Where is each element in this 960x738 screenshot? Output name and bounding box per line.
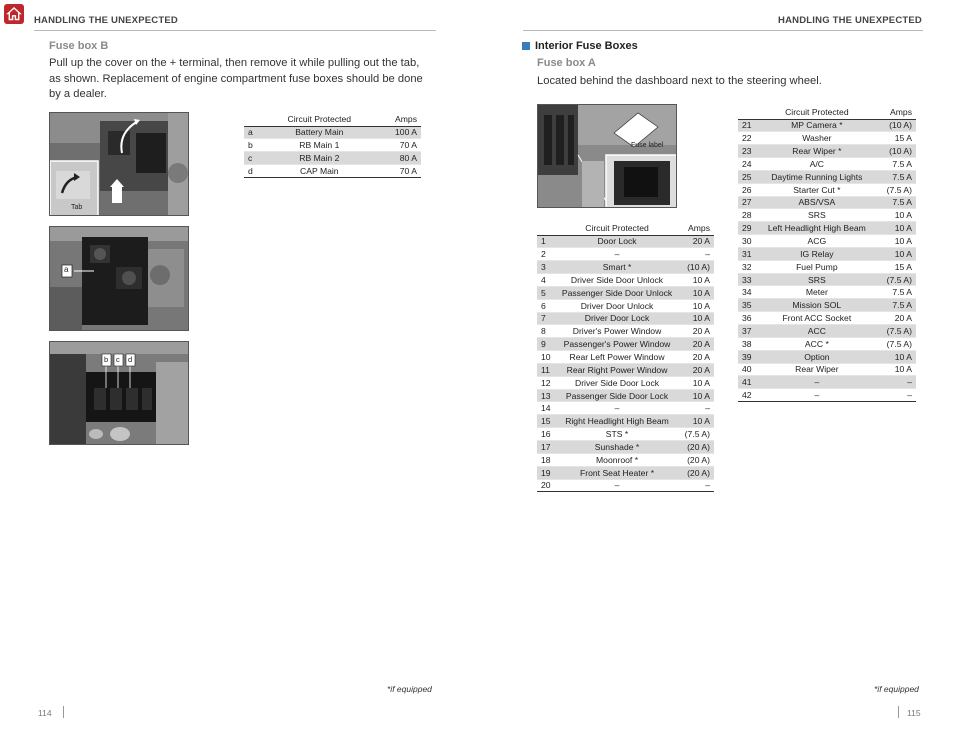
fuse-number: 32 <box>738 260 756 273</box>
amp-rating: 15 A <box>878 132 916 145</box>
fuse-number: 39 <box>738 350 756 363</box>
fuse-number: 33 <box>738 273 756 286</box>
amps-header: Amps <box>878 106 916 119</box>
table-row <box>537 235 714 248</box>
table-row <box>537 376 714 389</box>
circuit-name: Daytime Running Lights <box>756 170 878 183</box>
table-row <box>738 222 916 235</box>
table-row <box>738 286 916 299</box>
circuit-name: Driver Side Door Lock <box>555 376 679 389</box>
amp-rating: (10 A) <box>878 145 916 158</box>
fuse-number: 36 <box>738 312 756 325</box>
fuse-number: 28 <box>738 209 756 222</box>
table-row <box>738 145 916 158</box>
circuit-name: Smart * <box>555 261 679 274</box>
fuse-box-a-title: Fuse box A <box>537 57 596 69</box>
amp-rating: 10 A <box>679 415 714 428</box>
amp-rating: (10 A) <box>878 119 916 132</box>
circuit-name: ABS/VSA <box>756 196 878 209</box>
fuse-number: 3 <box>537 261 555 274</box>
circuit-name: Left Headlight High Beam <box>756 222 878 235</box>
fuse-box-a-table-2 <box>738 106 916 402</box>
fuse-number: 7 <box>537 312 555 325</box>
circuit-name: Meter <box>756 286 878 299</box>
circuit-name: – <box>555 248 679 261</box>
table-row <box>738 260 916 273</box>
amp-rating: 10 A <box>878 209 916 222</box>
amp-rating: (10 A) <box>679 261 714 274</box>
fuse-box-a-table-1 <box>537 222 714 492</box>
circuit-name: ACC <box>756 325 878 338</box>
circuit-name: CAP Main <box>264 165 375 178</box>
fuse-number: 29 <box>738 222 756 235</box>
table-row <box>537 415 714 428</box>
circuit-name: SRS <box>756 209 878 222</box>
circuit-header: Circuit Protected <box>756 106 878 119</box>
circuit-name: ACG <box>756 235 878 248</box>
table-row <box>244 139 421 152</box>
table-row <box>738 158 916 171</box>
table-row <box>537 441 714 454</box>
table-row <box>738 170 916 183</box>
fuse-box-b-title: Fuse box B <box>49 40 109 52</box>
circuit-name: – <box>756 376 878 389</box>
circuit-name: RB Main 2 <box>264 152 375 165</box>
fuse-number: b <box>244 139 264 152</box>
fuse-number: c <box>244 152 264 165</box>
fuse-number: 16 <box>537 428 555 441</box>
left-header-rule <box>34 30 436 31</box>
fuse-box-b-fuses-photo <box>49 341 189 445</box>
circuit-name: Fuel Pump <box>756 260 878 273</box>
circuit-name: Right Headlight High Beam <box>555 415 679 428</box>
amp-rating: 10 A <box>878 350 916 363</box>
amp-rating: 10 A <box>679 274 714 287</box>
table-row <box>537 389 714 402</box>
table-row <box>738 350 916 363</box>
fuse-number: 17 <box>537 441 555 454</box>
fuse-number: 12 <box>537 376 555 389</box>
table-row <box>244 152 421 165</box>
amp-rating: 7.5 A <box>878 158 916 171</box>
home-icon[interactable] <box>4 4 24 24</box>
amp-rating: 20 A <box>679 363 714 376</box>
circuit-name: Front Seat Heater * <box>555 466 679 479</box>
table-row <box>738 132 916 145</box>
circuit-name: Option <box>756 350 878 363</box>
fuse-number: 25 <box>738 170 756 183</box>
table-row <box>738 235 916 248</box>
table-row <box>738 389 916 402</box>
table-row <box>738 247 916 260</box>
table-row <box>537 428 714 441</box>
fuse-number: 2 <box>537 248 555 261</box>
fuse-box-b-cover-photo <box>49 112 189 216</box>
circuit-name: A/C <box>756 158 878 171</box>
circuit-name: Front ACC Socket <box>756 312 878 325</box>
circuit-name: Rear Right Power Window <box>555 363 679 376</box>
circuit-name: MP Camera * <box>756 119 878 132</box>
amp-rating: (7.5 A) <box>878 325 916 338</box>
fuse-number: 42 <box>738 389 756 402</box>
fuse-number: d <box>244 165 264 178</box>
left-page-header: HANDLING THE UNEXPECTED <box>34 15 178 26</box>
amp-rating: – <box>878 389 916 402</box>
table-row <box>537 466 714 479</box>
fuse-number: 6 <box>537 299 555 312</box>
amp-rating: 70 A <box>375 139 421 152</box>
amp-rating: 7.5 A <box>878 286 916 299</box>
left-page-number: 114 <box>38 708 52 718</box>
fuse-number: 35 <box>738 299 756 312</box>
amp-rating: 10 A <box>878 363 916 376</box>
table-row <box>738 209 916 222</box>
amp-rating: 10 A <box>679 312 714 325</box>
circuit-header: Circuit Protected <box>264 113 375 126</box>
left-footnote: *if equipped <box>387 684 432 694</box>
fuse-box-b-description: Pull up the cover on the + terminal, then remove it while pulling out the tab, as shown. Replacement of engine compartment fuse boxes should be done by a dealer. <box>49 57 423 100</box>
fuse-number: 31 <box>738 247 756 260</box>
fuse-number: 26 <box>738 183 756 196</box>
circuit-name: – <box>555 402 679 415</box>
amp-rating: 7.5 A <box>878 299 916 312</box>
fuse-number: 21 <box>738 119 756 132</box>
fuse-box-a-description: Located behind the dashboard next to the steering wheel. <box>537 75 822 87</box>
num-header <box>244 113 264 126</box>
table-row <box>738 299 916 312</box>
amp-rating: 7.5 A <box>878 170 916 183</box>
amp-rating: (20 A) <box>679 453 714 466</box>
amp-rating: 10 A <box>679 376 714 389</box>
right-page-separator <box>898 706 899 718</box>
fuse-number: 20 <box>537 479 555 492</box>
table-row <box>537 299 714 312</box>
fuse-number: 22 <box>738 132 756 145</box>
circuit-name: Driver Door Unlock <box>555 299 679 312</box>
callout-c-label: c <box>116 355 120 364</box>
table-row <box>738 119 916 132</box>
fuse-label-caption: Fuse label <box>631 142 664 149</box>
amp-rating: 15 A <box>878 260 916 273</box>
circuit-name: Starter Cut * <box>756 183 878 196</box>
fuse-number: 23 <box>738 145 756 158</box>
amp-rating: 20 A <box>679 338 714 351</box>
table-row <box>537 261 714 274</box>
amps-header: Amps <box>375 113 421 126</box>
table-row <box>738 337 916 350</box>
fuse-box-a-location-photo <box>537 104 677 208</box>
amp-rating: (7.5 A) <box>878 183 916 196</box>
fuse-number: 18 <box>537 453 555 466</box>
table-row <box>244 165 421 178</box>
table-row <box>537 402 714 415</box>
circuit-name: – <box>756 389 878 402</box>
amp-rating: (7.5 A) <box>878 337 916 350</box>
amp-rating: 20 A <box>679 325 714 338</box>
circuit-name: Battery Main <box>264 126 375 139</box>
table-row <box>537 325 714 338</box>
circuit-name: Mission SOL <box>756 299 878 312</box>
right-footnote: *if equipped <box>874 684 919 694</box>
amp-rating: 20 A <box>679 235 714 248</box>
table-row <box>537 338 714 351</box>
fuse-number: 8 <box>537 325 555 338</box>
circuit-name: Moonroof * <box>555 453 679 466</box>
section-square-icon <box>522 42 530 50</box>
right-page-header: HANDLING THE UNEXPECTED <box>778 15 922 26</box>
fuse-number: 14 <box>537 402 555 415</box>
circuit-name: Door Lock <box>555 235 679 248</box>
circuit-name: – <box>555 479 679 492</box>
amp-rating: 20 A <box>679 351 714 364</box>
circuit-name: Passenger's Power Window <box>555 338 679 351</box>
circuit-header: Circuit Protected <box>555 222 679 235</box>
fuse-number: 19 <box>537 466 555 479</box>
table-row <box>738 325 916 338</box>
circuit-name: SRS <box>756 273 878 286</box>
fuse-number: a <box>244 126 264 139</box>
circuit-name: Sunshade * <box>555 441 679 454</box>
fuse-number: 15 <box>537 415 555 428</box>
fuse-number: 13 <box>537 389 555 402</box>
table-row <box>537 453 714 466</box>
amp-rating: 10 A <box>679 389 714 402</box>
fuse-number: 37 <box>738 325 756 338</box>
callout-b-label: b <box>104 355 109 364</box>
fuse-number: 34 <box>738 286 756 299</box>
table-row <box>738 196 916 209</box>
circuit-name: Driver Side Door Unlock <box>555 274 679 287</box>
amp-rating: 10 A <box>679 299 714 312</box>
num-header <box>537 222 555 235</box>
table-row <box>537 351 714 364</box>
amp-rating: 7.5 A <box>878 196 916 209</box>
amp-rating: – <box>679 402 714 415</box>
table-row <box>738 183 916 196</box>
table-row <box>738 376 916 389</box>
fuse-number: 10 <box>537 351 555 364</box>
table-row <box>537 312 714 325</box>
amps-header: Amps <box>679 222 714 235</box>
fuse-number: 40 <box>738 363 756 376</box>
table-row <box>738 363 916 376</box>
table-row <box>537 286 714 299</box>
fuse-number: 27 <box>738 196 756 209</box>
table-row <box>537 248 714 261</box>
amp-rating: 100 A <box>375 126 421 139</box>
fuse-number: 38 <box>738 337 756 350</box>
interior-fuse-boxes-heading <box>522 40 638 52</box>
amp-rating: 10 A <box>878 235 916 248</box>
circuit-name: STS * <box>555 428 679 441</box>
circuit-name: Washer <box>756 132 878 145</box>
amp-rating: (20 A) <box>679 441 714 454</box>
amp-rating: 10 A <box>679 286 714 299</box>
circuit-name: RB Main 1 <box>264 139 375 152</box>
circuit-name: Driver's Power Window <box>555 325 679 338</box>
fuse-number: 24 <box>738 158 756 171</box>
left-page-separator <box>63 706 64 718</box>
amp-rating: 10 A <box>878 222 916 235</box>
fuse-number: 11 <box>537 363 555 376</box>
fuse-box-b-table <box>244 113 421 178</box>
fuse-number: 4 <box>537 274 555 287</box>
amp-rating: 20 A <box>878 312 916 325</box>
amp-rating: 80 A <box>375 152 421 165</box>
fuse-box-b-terminal-photo <box>49 226 189 331</box>
amp-rating: – <box>679 479 714 492</box>
amp-rating: (20 A) <box>679 466 714 479</box>
right-page-number: 115 <box>907 708 921 718</box>
amp-rating: (7.5 A) <box>878 273 916 286</box>
fuse-number: 1 <box>537 235 555 248</box>
circuit-name: Passenger Side Door Lock <box>555 389 679 402</box>
amp-rating: (7.5 A) <box>679 428 714 441</box>
num-header <box>738 106 756 119</box>
table-row <box>537 479 714 492</box>
table-row <box>244 126 421 139</box>
circuit-name: IG Relay <box>756 247 878 260</box>
amp-rating: 70 A <box>375 165 421 178</box>
amp-rating: – <box>878 376 916 389</box>
tab-label: Tab <box>71 204 83 211</box>
amp-rating: – <box>679 248 714 261</box>
circuit-name: Rear Wiper <box>756 363 878 376</box>
fuse-number: 5 <box>537 286 555 299</box>
table-row <box>537 274 714 287</box>
fuse-number: 9 <box>537 338 555 351</box>
fuse-number: 41 <box>738 376 756 389</box>
amp-rating: 10 A <box>878 247 916 260</box>
circuit-name: Rear Wiper * <box>756 145 878 158</box>
circuit-name: Rear Left Power Window <box>555 351 679 364</box>
table-row <box>537 363 714 376</box>
right-header-rule <box>523 30 923 31</box>
callout-a-label: a <box>64 265 69 274</box>
table-row <box>738 273 916 286</box>
circuit-name: Driver Door Lock <box>555 312 679 325</box>
table-row <box>738 312 916 325</box>
circuit-name: ACC * <box>756 337 878 350</box>
circuit-name: Passenger Side Door Unlock <box>555 286 679 299</box>
fuse-number: 30 <box>738 235 756 248</box>
callout-d-label: d <box>128 355 133 364</box>
section-title-text: Interior Fuse Boxes <box>535 40 638 52</box>
